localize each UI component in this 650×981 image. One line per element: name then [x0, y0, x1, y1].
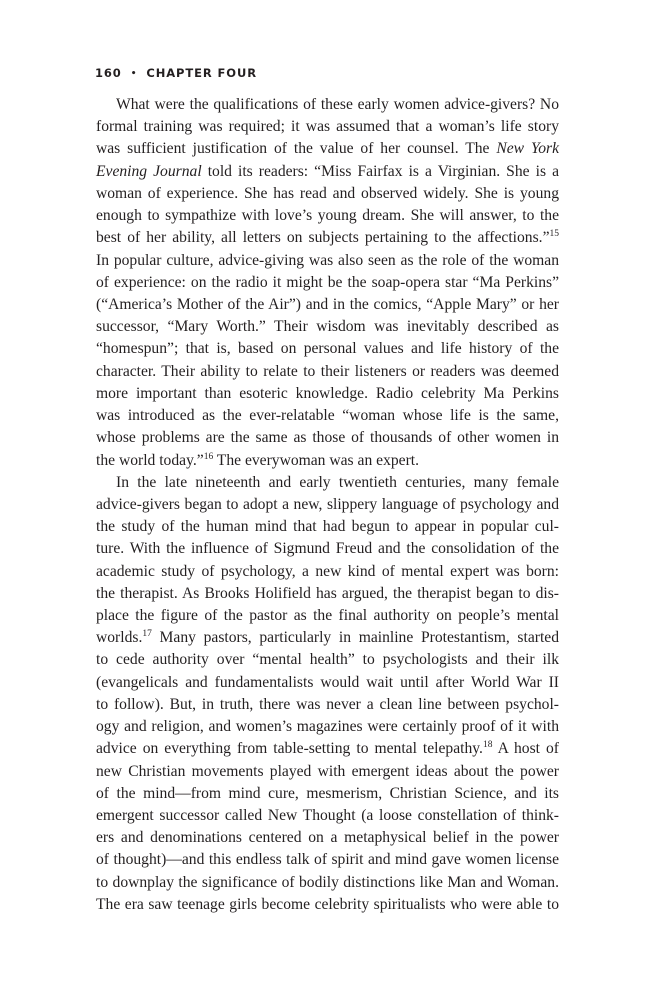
text-line	[96, 227, 559, 249]
text-line	[96, 338, 559, 360]
text-run: of the mind—from mind cure, mesmerism, Christian Science, and its	[96, 784, 559, 802]
text-run: whose problems are the same as those of thousands of other women in	[96, 429, 559, 447]
text-line	[96, 783, 559, 805]
text-line	[96, 272, 559, 294]
text-run: A host of	[492, 740, 559, 758]
text-run: academic study of psychology, a new kind of mental expert was born:	[96, 562, 559, 580]
text-run: new Christian movements played with emergent ideas about the power	[96, 762, 559, 780]
text-run: ture. With the influence of Sigmund Freud and the consolidation of the	[96, 540, 559, 558]
text-line	[96, 738, 559, 760]
text-line	[96, 516, 559, 538]
page-number: 160	[95, 66, 122, 80]
text-run: (evangelicals and fundamentalists would wait until after World War II	[96, 673, 559, 691]
text-line	[96, 316, 559, 338]
text-run: Many pastors, particularly in mainline Protestantism, started	[151, 629, 559, 647]
text-run: (“America’s Mother of the Air”) and in the comics, “Apple Mary” or her	[96, 295, 559, 313]
text-line	[96, 805, 559, 827]
text-line	[96, 205, 559, 227]
text-line	[96, 605, 559, 627]
text-line	[96, 561, 559, 583]
text-line	[96, 183, 559, 205]
text-run: In the late nineteenth and early twentieth centuries, many female	[116, 473, 559, 491]
text-run: woman of experience. She has read and observed widely. She is young	[96, 184, 559, 202]
text-line	[96, 672, 559, 694]
text-line	[96, 716, 559, 738]
text-line	[96, 761, 559, 783]
chapter-title: CHAPTER FOUR	[146, 66, 257, 80]
text-run: was sufficient justification of the value of her counsel. The	[96, 140, 497, 158]
text-line	[96, 649, 559, 671]
italic-title: New York	[496, 140, 559, 158]
text-run: to downplay the significance of bodily distinctions like Man and Woman.	[96, 873, 559, 891]
text-line	[96, 494, 559, 516]
text-run: the world today.”	[96, 451, 204, 469]
text-run: formal training was required; it was assumed that a woman’s life story	[96, 118, 559, 136]
text-run: character. Their ability to relate to their listeners or readers was deemed	[96, 362, 559, 380]
text-line	[96, 827, 559, 849]
text-run: emergent successor called New Thought (a loose constellation of think-	[96, 807, 559, 824]
text-line	[96, 872, 559, 894]
running-head	[95, 66, 257, 80]
text-run: the therapist. As Brooks Holifield has argued, the therapist began to dis-	[96, 584, 559, 602]
text-line	[96, 383, 559, 405]
text-line	[96, 450, 559, 472]
text-run: of experience: on the radio it might be the soap-opera star “Ma Perkins”	[96, 273, 559, 291]
text-run: worlds.	[96, 629, 143, 647]
text-line	[96, 694, 559, 716]
text-run: successor, “Mary Worth.” Their wisdom was inevitably described as	[96, 318, 559, 336]
text-run: told its readers: “Miss Fairfax is a Virginian. She is a	[201, 162, 559, 180]
text-line	[96, 894, 559, 916]
footnote-ref: 15	[549, 229, 559, 240]
italic-title: Evening Journal	[96, 162, 202, 180]
text-run: The era saw teenage girls become celebrity spiritualists who were able to	[96, 895, 559, 913]
footnote-ref: 17	[142, 629, 152, 640]
text-run: “homespun”; that is, based on personal values and life history of the	[96, 340, 559, 358]
text-run: to follow). But, in truth, there was never a clean line between psychol-	[96, 695, 559, 713]
text-run: more important than esoteric knowledge. Radio celebrity Ma Perkins	[96, 384, 559, 402]
text-line	[96, 472, 559, 494]
footnote-ref: 18	[482, 740, 493, 751]
text-run: was introduced as the ever-relatable “woman whose life is the same,	[96, 407, 559, 425]
text-line	[96, 94, 559, 116]
text-line	[96, 849, 559, 871]
text-line	[96, 538, 559, 560]
text-line	[96, 405, 559, 427]
text-run: to cede authority over “mental health” to psychologists and their ilk	[96, 651, 559, 669]
text-line	[96, 427, 559, 449]
text-line	[96, 627, 559, 649]
text-run: ers and denominations centered on a metaphysical belief in the power	[96, 829, 559, 847]
text-run: enough to sympathize with love’s young dream. She will answer, to the	[96, 207, 559, 225]
text-run: advice-givers began to adopt a new, slippery language of psychology and	[96, 495, 559, 513]
text-line	[96, 294, 559, 316]
text-run: best of her ability, all letters on subjects pertaining to the affections.”	[96, 229, 550, 247]
header-separator: •	[130, 69, 138, 79]
text-line	[96, 361, 559, 383]
text-line	[96, 138, 559, 160]
footnote-ref: 16	[203, 451, 214, 462]
text-run: In popular culture, advice-giving was also seen as the role of the woman	[96, 251, 559, 269]
body-text	[96, 94, 559, 916]
text-run: the study of the human mind that had begun to appear in popular cul-	[96, 518, 559, 536]
text-run: What were the qualifications of these early women advice-givers? No	[116, 96, 559, 113]
text-run: advice on everything from table-setting to mental telepathy.	[96, 740, 483, 758]
text-line	[96, 116, 559, 138]
text-line	[96, 583, 559, 605]
text-run: ogy and religion, and women’s magazines were certainly proof of it with	[96, 718, 559, 736]
text-line	[96, 161, 559, 183]
text-run: The everywoman was an expert.	[213, 451, 420, 469]
text-line	[96, 250, 559, 272]
text-run: place the figure of the pastor as the final authority on people’s mental	[96, 607, 559, 625]
text-run: of thought)—and this endless talk of spirit and mind gave women license	[96, 851, 559, 869]
